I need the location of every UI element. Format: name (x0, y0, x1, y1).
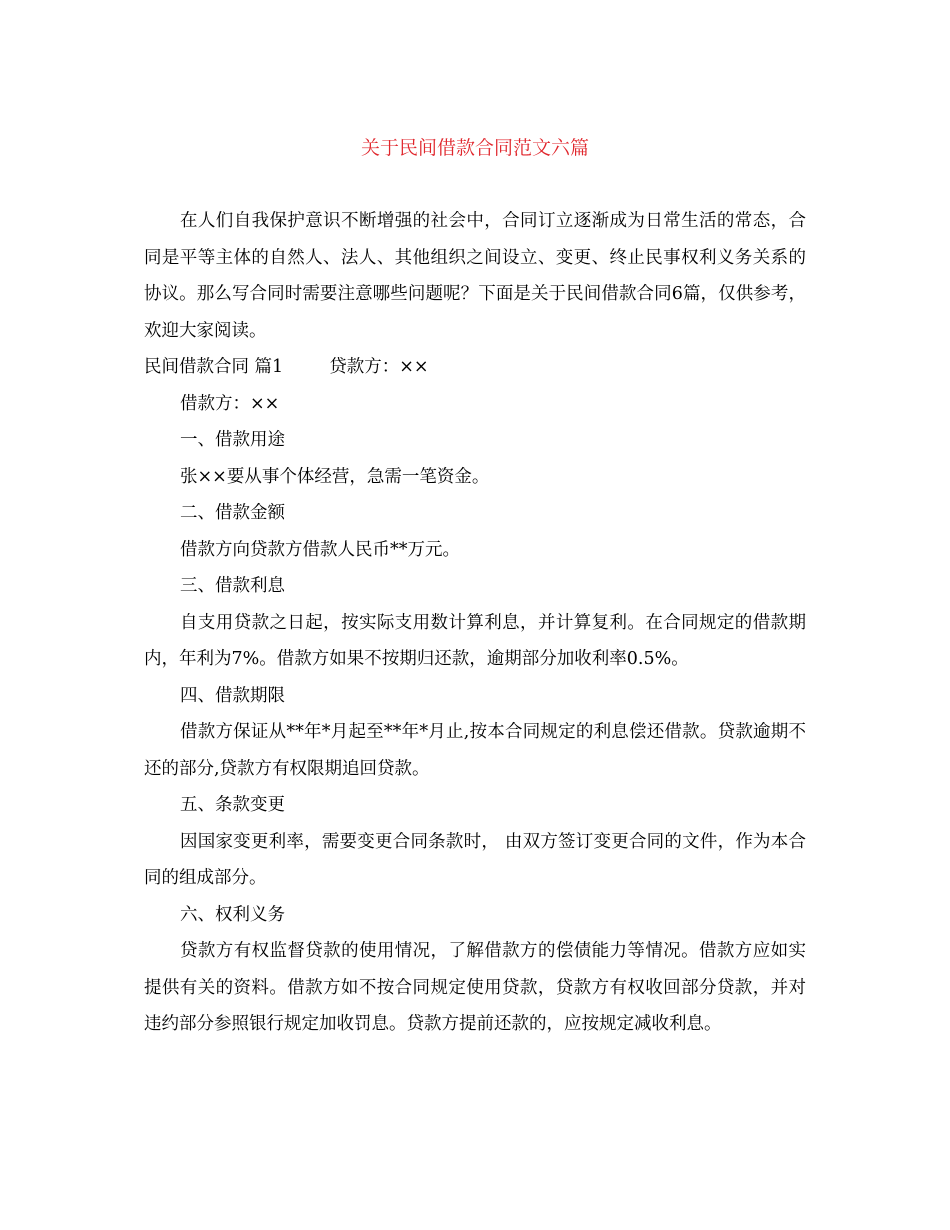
lender-line: 贷款方：×× (329, 357, 429, 377)
clause-body: 因国家变更利率，需要变更合同条款时， 由双方签订变更合同的文件，作为本合同的组成部分。 (144, 831, 806, 888)
clause-heading: 三、借款利息 (180, 576, 285, 596)
clause-body: 自支用贷款之日起，按实际支用数计算利息，并计算复利。在合同规定的借款期内，年利为7%。借款方如果不按期归还款，逾期部分加收利率0.5%。 (144, 612, 806, 669)
clause-heading: 五、条款变更 (180, 795, 285, 815)
clause-body: 贷款方有权监督贷款的使用情况，了解借款方的偿债能力等情况。借款方应如实提供有关的资料。借款方如不按合同规定使用贷款，贷款方有权收回部分贷款，并对违约部分参照银行规定加收罚息。贷款方提前还款的，应按规定减收利息。 (144, 941, 806, 1034)
borrower-line: 借款方：×× (180, 393, 280, 414)
document-title: 关于民间借款合同范文六篇 (360, 137, 589, 159)
clause-heading: 六、权利义务 (180, 904, 285, 925)
clause-body: 借款方向贷款方借款人民币**万元。 (180, 539, 460, 560)
section-heading-row (144, 349, 806, 386)
section-heading: 民间借款合同 篇1 (144, 357, 284, 377)
clause-heading: 一、借款用途 (180, 430, 285, 450)
clause-body: 张××要从事个体经营，急需一笔资金。 (180, 466, 490, 487)
document-body (144, 203, 806, 1043)
clause-heading: 二、借款金额 (180, 503, 285, 523)
clause-body: 借款方保证从**年*月起至**年*月止,按本合同规定的利息偿还借款。贷款逾期不还的部分,贷款方有权限期追回贷款。 (144, 722, 806, 779)
clause-heading: 四、借款期限 (180, 685, 285, 706)
intro-paragraph: 在人们自我保护意识不断增强的社会中，合同订立逐渐成为日常生活的常态，合同是平等主体的自然人、法人、其他组织之间设立、变更、终止民事权利义务关系的协议。那么写合同时需要注意哪些问题呢？下面是关于民间借款合同6篇，仅供参考，欢迎大家阅读。 (144, 211, 806, 341)
